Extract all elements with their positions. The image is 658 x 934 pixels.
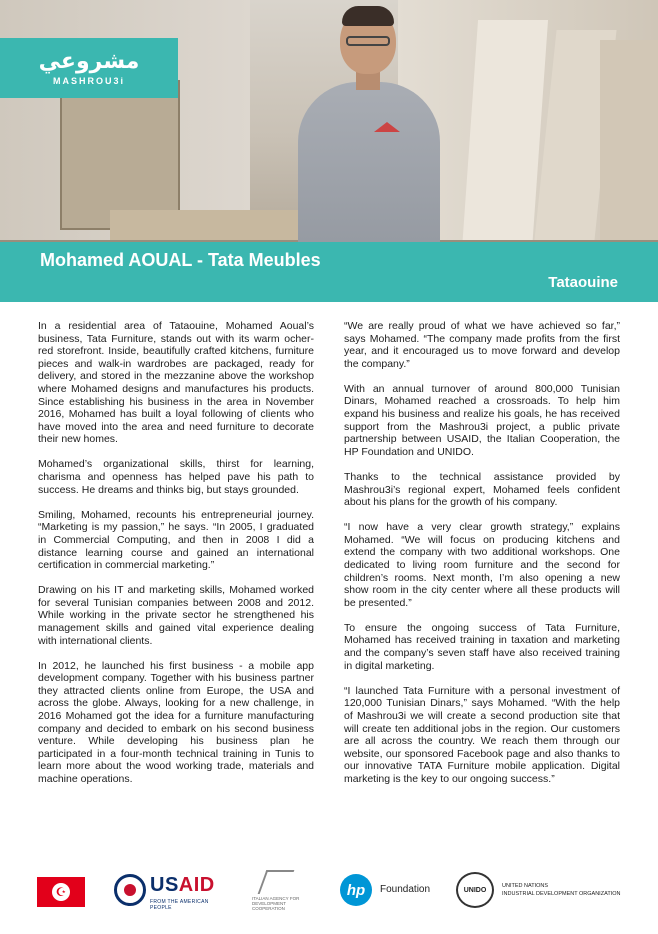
location-label: Tataouine — [548, 274, 618, 291]
crescent-star-icon: ☪ — [52, 883, 70, 901]
workbench — [110, 210, 310, 240]
usaid-logo — [114, 872, 224, 910]
usaid-wordmark-aid: AID — [178, 874, 215, 896]
paragraph: “We are really proud of what we have achieved so far,” says Mohamed. “The company made profits from the first year, and it encouraged us to move forward and develop the company.” — [344, 320, 620, 370]
unido-globe-icon: UNIDO — [456, 872, 494, 908]
partner-logos — [0, 868, 658, 918]
italian-cooperation-logo — [252, 870, 302, 914]
workshop-shelf — [60, 80, 180, 230]
usaid-wordmark — [150, 874, 215, 897]
paragraph: Drawing on his IT and marketing skills, Mohamed worked for several Tunisian companies between 2008 and 2012. While working in the private sector he strengthened his management skills and gained vital experience dealing with international clients. — [38, 584, 314, 647]
hp-icon: hp — [340, 874, 372, 906]
paragraph: Mohamed’s organizational skills, thirst for learning, charisma and openness has helped pave his path to success. He dreams and thinks big, but stays grounded. — [38, 458, 314, 496]
italian-agency-text: ITALIAN AGENCY FOR DEVELOPMENT COOPERATION — [252, 896, 300, 911]
title-band — [0, 242, 658, 302]
hp-foundation-text: Foundation — [380, 884, 431, 895]
paragraph: In 2012, he launched his first business - a mobile app development company. Together with his business partner they attracted clients online from Europe, the USA and across the globe. Always, looking for a new challenge, in 2016 Mohamed got the idea for a furniture manufacturing company and decided to embark on his second business venture. While developing his business plan he participated in a four-month technical training in Tunis to learn more about the wood working trade, materials and machine operations. — [38, 659, 314, 785]
tunisia-flag-icon — [37, 877, 85, 907]
hp-foundation-logo — [340, 872, 450, 910]
usaid-seal-icon — [114, 874, 146, 906]
paragraph: Smiling, Mohamed, recounts his entrepreneurial journey. “Marketing is my passion,” he says. “In 2005, I graduated in Commercial Computing, and then in 2008 I did a distance learning course and gained an international certification in commercial marketing.” — [38, 508, 314, 572]
paragraph: In a residential area of Tataouine, Mohamed Aoual’s business, Tata Furniture, stands out with its warm ocher-red storefront. Inside, beautifully crafted kitchens, furniture pieces and walk-in wardrobes are packaged, ready for delivery, and stored in the mezzanine above the workshop where Mohamed designs and manufactures his products. Since establishing his business in the area in November 2016, Mohamed has built a loyal following of clients who have moved into the area and need furniture to decorate their new homes. — [38, 320, 314, 446]
article-column-left — [38, 320, 314, 798]
glasses-icon — [346, 36, 390, 46]
logo-arabic-text: مشروعي — [38, 48, 140, 74]
article-column-right — [344, 320, 620, 798]
logo-latin-text: MASHROU3i — [52, 75, 125, 86]
paragraph: “I launched Tata Furniture with a personal investment of 120,000 Tunisian Dinars,” says Mohamed. “With the help of Mashrou3i we will create a second production site that will create ten additional jobs in the region. Our customers are all across the country. We reach them through our website, our sponsored Facebook page and also thanks to our innovative TATA Furniture mobile application. Digital marketing is the key to our ongoing success.” — [344, 684, 620, 785]
paragraph: With an annual turnover of around 800,000 Tunisian Dinars, Mohamed reached a crossroads. To help him expand his business and realize his goals, he has received support from the Mashrou3i project, a public private partnership between USAID, the Italian Cooperation, the HP Foundation and UNIDO. — [344, 382, 620, 458]
italian-agency-mark-icon — [258, 870, 295, 894]
usaid-wordmark-us: US — [150, 874, 179, 896]
page-title: Mohamed AOUAL - Tata Meubles — [40, 250, 321, 270]
unido-logo — [456, 872, 636, 910]
person-hair — [342, 6, 394, 26]
unido-text-line1: UNITED NATIONS — [502, 883, 549, 889]
mashrou3i-logo — [0, 38, 178, 98]
paragraph: “I now have a very clear growth strategy,” explains Mohamed. “We will focus on producing kitchens and extend the company with two additional workshops. One dedicated to living room furniture and the second for children’s rooms. Next month, I’m also opening a new show room in the city center where all these products will be presented.” — [344, 521, 620, 609]
article-body — [38, 320, 620, 798]
paragraph: Thanks to the technical assistance provided by Mashrou3i’s regional expert, Mohamed feels confident about his plans for the growth of his company. — [344, 470, 620, 509]
wood-panel — [600, 40, 658, 240]
paragraph: To ensure the ongoing success of Tata Furniture, Mohamed has received training in taxation and marketing and the company’s seven staff have also received training in digital marketing. — [344, 621, 620, 672]
unido-text-line2: INDUSTRIAL DEVELOPMENT ORGANIZATION — [502, 891, 621, 897]
usaid-tagline: FROM THE AMERICAN PEOPLE — [150, 899, 209, 911]
